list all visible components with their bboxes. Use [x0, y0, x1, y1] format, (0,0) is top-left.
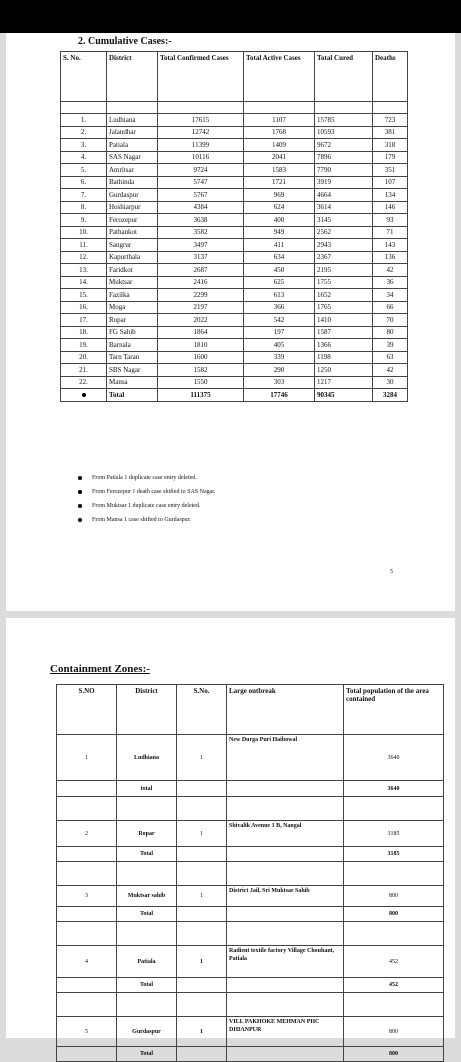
cell-confirmed: 2022 [158, 314, 244, 327]
cell-confirmed: 4384 [158, 201, 244, 214]
cell-deaths: 381 [373, 126, 408, 139]
cell-confirmed: 1550 [158, 376, 244, 389]
table-row [61, 251, 408, 264]
cell-sub-sno: 1 [177, 735, 227, 781]
cell-district: Muktsar sahib [117, 886, 177, 907]
cell-sno: 8. [61, 201, 107, 214]
cell-sub-sno: 1 [177, 821, 227, 847]
cell-active: 411 [244, 239, 315, 252]
spacer-row [57, 797, 444, 821]
cell-population: 3185 [344, 821, 444, 847]
note-item [78, 471, 215, 485]
cell-sno: 10. [61, 226, 107, 239]
cell-active: 625 [244, 276, 315, 289]
cell-cured: 3919 [315, 176, 373, 189]
header-population: Total population of the area contained [344, 685, 444, 735]
cell-district: Hoshiarpur [107, 201, 158, 214]
cell-sno: 4 [57, 946, 117, 978]
table-header-row [57, 685, 444, 735]
cell-sno: 19. [61, 339, 107, 352]
table-row [61, 264, 408, 277]
cell-empty [227, 922, 344, 946]
document-page-6 [6, 618, 455, 1057]
header-sno: S.NO [57, 685, 117, 735]
total-cured: 90345 [315, 389, 373, 402]
bullet-icon [78, 490, 82, 494]
cell-deaths: 42 [373, 364, 408, 377]
table-row [61, 151, 408, 164]
cell-district: Faridkot [107, 264, 158, 277]
cell-empty [227, 978, 344, 993]
cell-district: Moga [107, 301, 158, 314]
cell-confirmed: 1810 [158, 339, 244, 352]
cell-population: 800 [344, 1017, 444, 1047]
cell-deaths: 136 [373, 251, 408, 264]
table-row [61, 376, 408, 389]
header-sub-sno: S.No. [177, 685, 227, 735]
cell-sno: 2 [57, 821, 117, 847]
cell-sno: 13. [61, 264, 107, 277]
total-label: total [117, 781, 177, 797]
cell-deaths: 179 [373, 151, 408, 164]
cell-active: 969 [244, 189, 315, 202]
cell-deaths: 318 [373, 139, 408, 152]
cell-outbreak: Radient textile factory Village Chouhant, Patiala [227, 946, 344, 978]
cell-empty [57, 797, 117, 821]
cell-sno: 4. [61, 151, 107, 164]
cell-active: 2041 [244, 151, 315, 164]
cell-empty [57, 1047, 117, 1062]
cell-cured: 15785 [315, 114, 373, 127]
zone-total-row [57, 847, 444, 862]
cell-empty [227, 781, 344, 797]
cell-deaths: 143 [373, 239, 408, 252]
note-item [78, 513, 215, 527]
cell-district: Patiala [107, 139, 158, 152]
cell-confirmed: 1600 [158, 351, 244, 364]
total-confirmed: 111375 [158, 389, 244, 402]
table-row [61, 276, 408, 289]
cell-deaths: 70 [373, 314, 408, 327]
cell-cured: 1217 [315, 376, 373, 389]
cell-active: 1409 [244, 139, 315, 152]
cell-district: Ludhiana [107, 114, 158, 127]
cell-outbreak: District Jail, Sri Muktsar Sahib [227, 886, 344, 907]
cell-cured: 1652 [315, 289, 373, 302]
cell-district: SBS Nagar [107, 364, 158, 377]
cell-deaths: 723 [373, 114, 408, 127]
cell-district: Kapurthala [107, 251, 158, 264]
cell-sno: 1. [61, 114, 107, 127]
cell-population: 800 [344, 886, 444, 907]
cell-district: Amritsar [107, 164, 158, 177]
cell-deaths: 39 [373, 339, 408, 352]
cell-sno: 3 [57, 886, 117, 907]
cell-deaths: 93 [373, 214, 408, 227]
cell-cured: 1410 [315, 314, 373, 327]
cell-active: 542 [244, 314, 315, 327]
total-label: Total [117, 847, 177, 862]
cell-sno: 17. [61, 314, 107, 327]
cell-sno: 2. [61, 126, 107, 139]
zone-total-row [57, 781, 444, 797]
total-row [61, 389, 408, 402]
cell-cured: 3614 [315, 201, 373, 214]
header-outbreak: Large outbreak [227, 685, 344, 735]
page-number: 5 [390, 569, 393, 575]
cell-district: Ludhiana [117, 735, 177, 781]
table-row [61, 189, 408, 202]
containment-zones-table [56, 684, 444, 1062]
cell-empty [57, 978, 117, 993]
cell-district: Ropar [107, 314, 158, 327]
cell-active: 613 [244, 289, 315, 302]
table-row [61, 364, 408, 377]
zone-total-row [57, 1047, 444, 1062]
note-item [78, 499, 215, 513]
cell-empty [57, 847, 117, 862]
cell-empty [227, 847, 344, 862]
cell-empty [227, 797, 344, 821]
cell-empty [344, 993, 444, 1017]
table-row [61, 176, 408, 189]
note-item [78, 485, 215, 499]
cell-cured: 1755 [315, 276, 373, 289]
cell-cured: 10593 [315, 126, 373, 139]
cell-active: 1768 [244, 126, 315, 139]
zone-row [57, 1017, 444, 1047]
bullet-icon [78, 518, 82, 522]
cumulative-cases-table [60, 51, 408, 402]
cell-deaths: 80 [373, 326, 408, 339]
total-value: 800 [344, 907, 444, 922]
cell-sub-sno: 1 [177, 946, 227, 978]
table-row [61, 126, 408, 139]
cell-empty [177, 978, 227, 993]
cell-empty [227, 1047, 344, 1062]
cell-active: 405 [244, 339, 315, 352]
cell-confirmed: 10116 [158, 151, 244, 164]
cell-sno: 21. [61, 364, 107, 377]
spacer-row [61, 102, 408, 114]
cell-empty [177, 922, 227, 946]
cell-active: 1721 [244, 176, 315, 189]
cell-outbreak: New Durga Puri Haibowal [227, 735, 344, 781]
cell-confirmed: 3638 [158, 214, 244, 227]
cell-active: 366 [244, 301, 315, 314]
table-row [61, 239, 408, 252]
cell-district: Pathankot [107, 226, 158, 239]
cell-sno: 6. [61, 176, 107, 189]
cell-deaths: 34 [373, 289, 408, 302]
cell-active: 303 [244, 376, 315, 389]
cell-sno: 20. [61, 351, 107, 364]
table-row [61, 214, 408, 227]
cell-district: Tarn Taran [107, 351, 158, 364]
cell-cured: 7896 [315, 151, 373, 164]
cell-sno: 7. [61, 189, 107, 202]
cell-cured: 1366 [315, 339, 373, 352]
cell-cured: 2195 [315, 264, 373, 277]
cell-cured: 4664 [315, 189, 373, 202]
cell-deaths: 66 [373, 301, 408, 314]
cell-empty [344, 862, 444, 886]
cell-cured: 1198 [315, 351, 373, 364]
total-value: 452 [344, 978, 444, 993]
bullet-icon [82, 393, 86, 397]
table-row [61, 351, 408, 364]
cell-district: Ferozepur [107, 214, 158, 227]
header-cured: Total Cured [315, 52, 373, 102]
zone-total-row [57, 978, 444, 993]
table-row [61, 164, 408, 177]
spacer-row [57, 993, 444, 1017]
header-sno: S. No. [61, 52, 107, 102]
cell-confirmed: 9724 [158, 164, 244, 177]
cell-deaths: 351 [373, 164, 408, 177]
cell-empty [57, 922, 117, 946]
cell-active: 290 [244, 364, 315, 377]
cell-active: 450 [244, 264, 315, 277]
cell-population: 452 [344, 946, 444, 978]
cell-empty [177, 847, 227, 862]
cell-confirmed: 5747 [158, 176, 244, 189]
cell-deaths: 71 [373, 226, 408, 239]
cell-cured: 9672 [315, 139, 373, 152]
note-text: From Ferozepur 1 death case shifted to SAS Nagar. [92, 489, 216, 495]
cell-empty [57, 862, 117, 886]
cell-confirmed: 2197 [158, 301, 244, 314]
table-row [61, 314, 408, 327]
total-deaths: 3284 [373, 389, 408, 402]
header-active: Total Active Cases [244, 52, 315, 102]
total-value: 800 [344, 1047, 444, 1062]
cell-active: 1107 [244, 114, 315, 127]
cell-sno: 3. [61, 139, 107, 152]
cumulative-cases-title: 2. Cumulative Cases:- [78, 36, 172, 47]
cell-deaths: 63 [373, 351, 408, 364]
cell-empty [227, 993, 344, 1017]
cell-empty [177, 797, 227, 821]
total-label: Total [117, 907, 177, 922]
containment-zones-title: Containment Zones:- [50, 663, 150, 675]
cell-empty [57, 993, 117, 1017]
cell-deaths: 146 [373, 201, 408, 214]
cell-confirmed: 2416 [158, 276, 244, 289]
total-active: 17746 [244, 389, 315, 402]
spacer-row [57, 862, 444, 886]
cell-bullet [61, 389, 107, 402]
cell-cured: 1587 [315, 326, 373, 339]
table-row [61, 226, 408, 239]
total-label: Total [107, 389, 158, 402]
cell-district: Jalandhar [107, 126, 158, 139]
cell-deaths: 107 [373, 176, 408, 189]
cell-cured: 2943 [315, 239, 373, 252]
cell-confirmed: 3137 [158, 251, 244, 264]
cell-deaths: 36 [373, 276, 408, 289]
cell-outbreak: Shivalik Avenue 1 B, Nangal [227, 821, 344, 847]
spacer-row [57, 922, 444, 946]
cell-district: FG Sahib [107, 326, 158, 339]
notes-list [78, 471, 215, 527]
cell-sno: 1 [57, 735, 117, 781]
note-text: From Muktsar 1 duplicate case entry deleted. [92, 503, 201, 509]
cell-active: 1583 [244, 164, 315, 177]
cell-confirmed: 1582 [158, 364, 244, 377]
cell-outbreak: VILL PAKHOKE MEHMAN PHC DHIANPUR [227, 1017, 344, 1047]
cell-sno: 18. [61, 326, 107, 339]
cell-sub-sno: 1 [177, 1017, 227, 1047]
total-value: 3640 [344, 781, 444, 797]
cell-cured: 1250 [315, 364, 373, 377]
cell-confirmed: 11399 [158, 139, 244, 152]
cell-cured: 2562 [315, 226, 373, 239]
cell-sno: 11. [61, 239, 107, 252]
table-row [61, 139, 408, 152]
bullet-icon [78, 504, 82, 508]
cell-district: Gurdaspur [117, 1017, 177, 1047]
cell-confirmed: 1864 [158, 326, 244, 339]
cell-empty [177, 781, 227, 797]
cell-sno: 5. [61, 164, 107, 177]
cell-empty [344, 922, 444, 946]
table-row [61, 326, 408, 339]
cell-district: Sangrur [107, 239, 158, 252]
cell-district: Barnala [107, 339, 158, 352]
zone-row [57, 946, 444, 978]
bullet-icon [78, 476, 82, 480]
cell-district: Bathinda [107, 176, 158, 189]
cell-district: SAS Nagar [107, 151, 158, 164]
total-value: 3185 [344, 847, 444, 862]
cell-district: Muktsar [107, 276, 158, 289]
cell-active: 634 [244, 251, 315, 264]
cell-cured: 7790 [315, 164, 373, 177]
cell-district: Fazilka [107, 289, 158, 302]
cell-district: Ropar [117, 821, 177, 847]
cell-deaths: 134 [373, 189, 408, 202]
header-district: District [107, 52, 158, 102]
cell-empty [344, 797, 444, 821]
cell-active: 949 [244, 226, 315, 239]
document-page-5 [6, 33, 455, 611]
cell-confirmed: 2687 [158, 264, 244, 277]
cell-cured: 1765 [315, 301, 373, 314]
table-row [61, 339, 408, 352]
total-label: Total [117, 978, 177, 993]
cell-confirmed: 2299 [158, 289, 244, 302]
cell-sub-sno: 1 [177, 886, 227, 907]
cell-deaths: 42 [373, 264, 408, 277]
table-row [61, 301, 408, 314]
cell-empty [177, 993, 227, 1017]
cell-sno: 22. [61, 376, 107, 389]
cell-confirmed: 12742 [158, 126, 244, 139]
cell-active: 339 [244, 351, 315, 364]
cell-sno: 15. [61, 289, 107, 302]
top-black-bar [0, 0, 461, 33]
cell-deaths: 30 [373, 376, 408, 389]
cell-district: Gurdaspur [107, 189, 158, 202]
cell-district: Patiala [117, 946, 177, 978]
header-district: District [117, 685, 177, 735]
cell-empty [117, 862, 177, 886]
cell-active: 624 [244, 201, 315, 214]
cell-confirmed: 17615 [158, 114, 244, 127]
cell-active: 197 [244, 326, 315, 339]
zone-row [57, 821, 444, 847]
cell-confirmed: 3497 [158, 239, 244, 252]
table-row [61, 114, 408, 127]
cell-cured: 2367 [315, 251, 373, 264]
cell-active: 400 [244, 214, 315, 227]
note-text: From Patiala 1 duplicate case entry deleted. [92, 475, 197, 481]
table-row [61, 289, 408, 302]
table-row [61, 201, 408, 214]
note-text: From Mansa 1 case shifted to Gurdaspur. [92, 517, 191, 523]
total-label: Total [117, 1047, 177, 1062]
cell-empty [57, 781, 117, 797]
zone-row [57, 886, 444, 907]
header-confirmed: Total Confirmed Cases [158, 52, 244, 102]
cell-empty [57, 907, 117, 922]
cell-empty [177, 862, 227, 886]
cell-district: Mansa [107, 376, 158, 389]
containment-table-body [57, 735, 444, 1062]
cell-empty [117, 993, 177, 1017]
cell-sno: 14. [61, 276, 107, 289]
cell-empty [117, 797, 177, 821]
cell-sno: 16. [61, 301, 107, 314]
cell-empty [177, 1047, 227, 1062]
cell-sno: 12. [61, 251, 107, 264]
cell-sno: 9. [61, 214, 107, 227]
cell-confirmed: 5767 [158, 189, 244, 202]
cell-cured: 3145 [315, 214, 373, 227]
cell-empty [177, 907, 227, 922]
zone-total-row [57, 907, 444, 922]
cumulative-table-body [61, 102, 408, 402]
cell-population: 3640 [344, 735, 444, 781]
zone-row [57, 735, 444, 781]
table-header-row [61, 52, 408, 102]
cell-sno: 5 [57, 1017, 117, 1047]
cell-empty [227, 907, 344, 922]
header-deaths: Deaths [373, 52, 408, 102]
cell-empty [227, 862, 344, 886]
cell-empty [117, 922, 177, 946]
cell-confirmed: 3582 [158, 226, 244, 239]
